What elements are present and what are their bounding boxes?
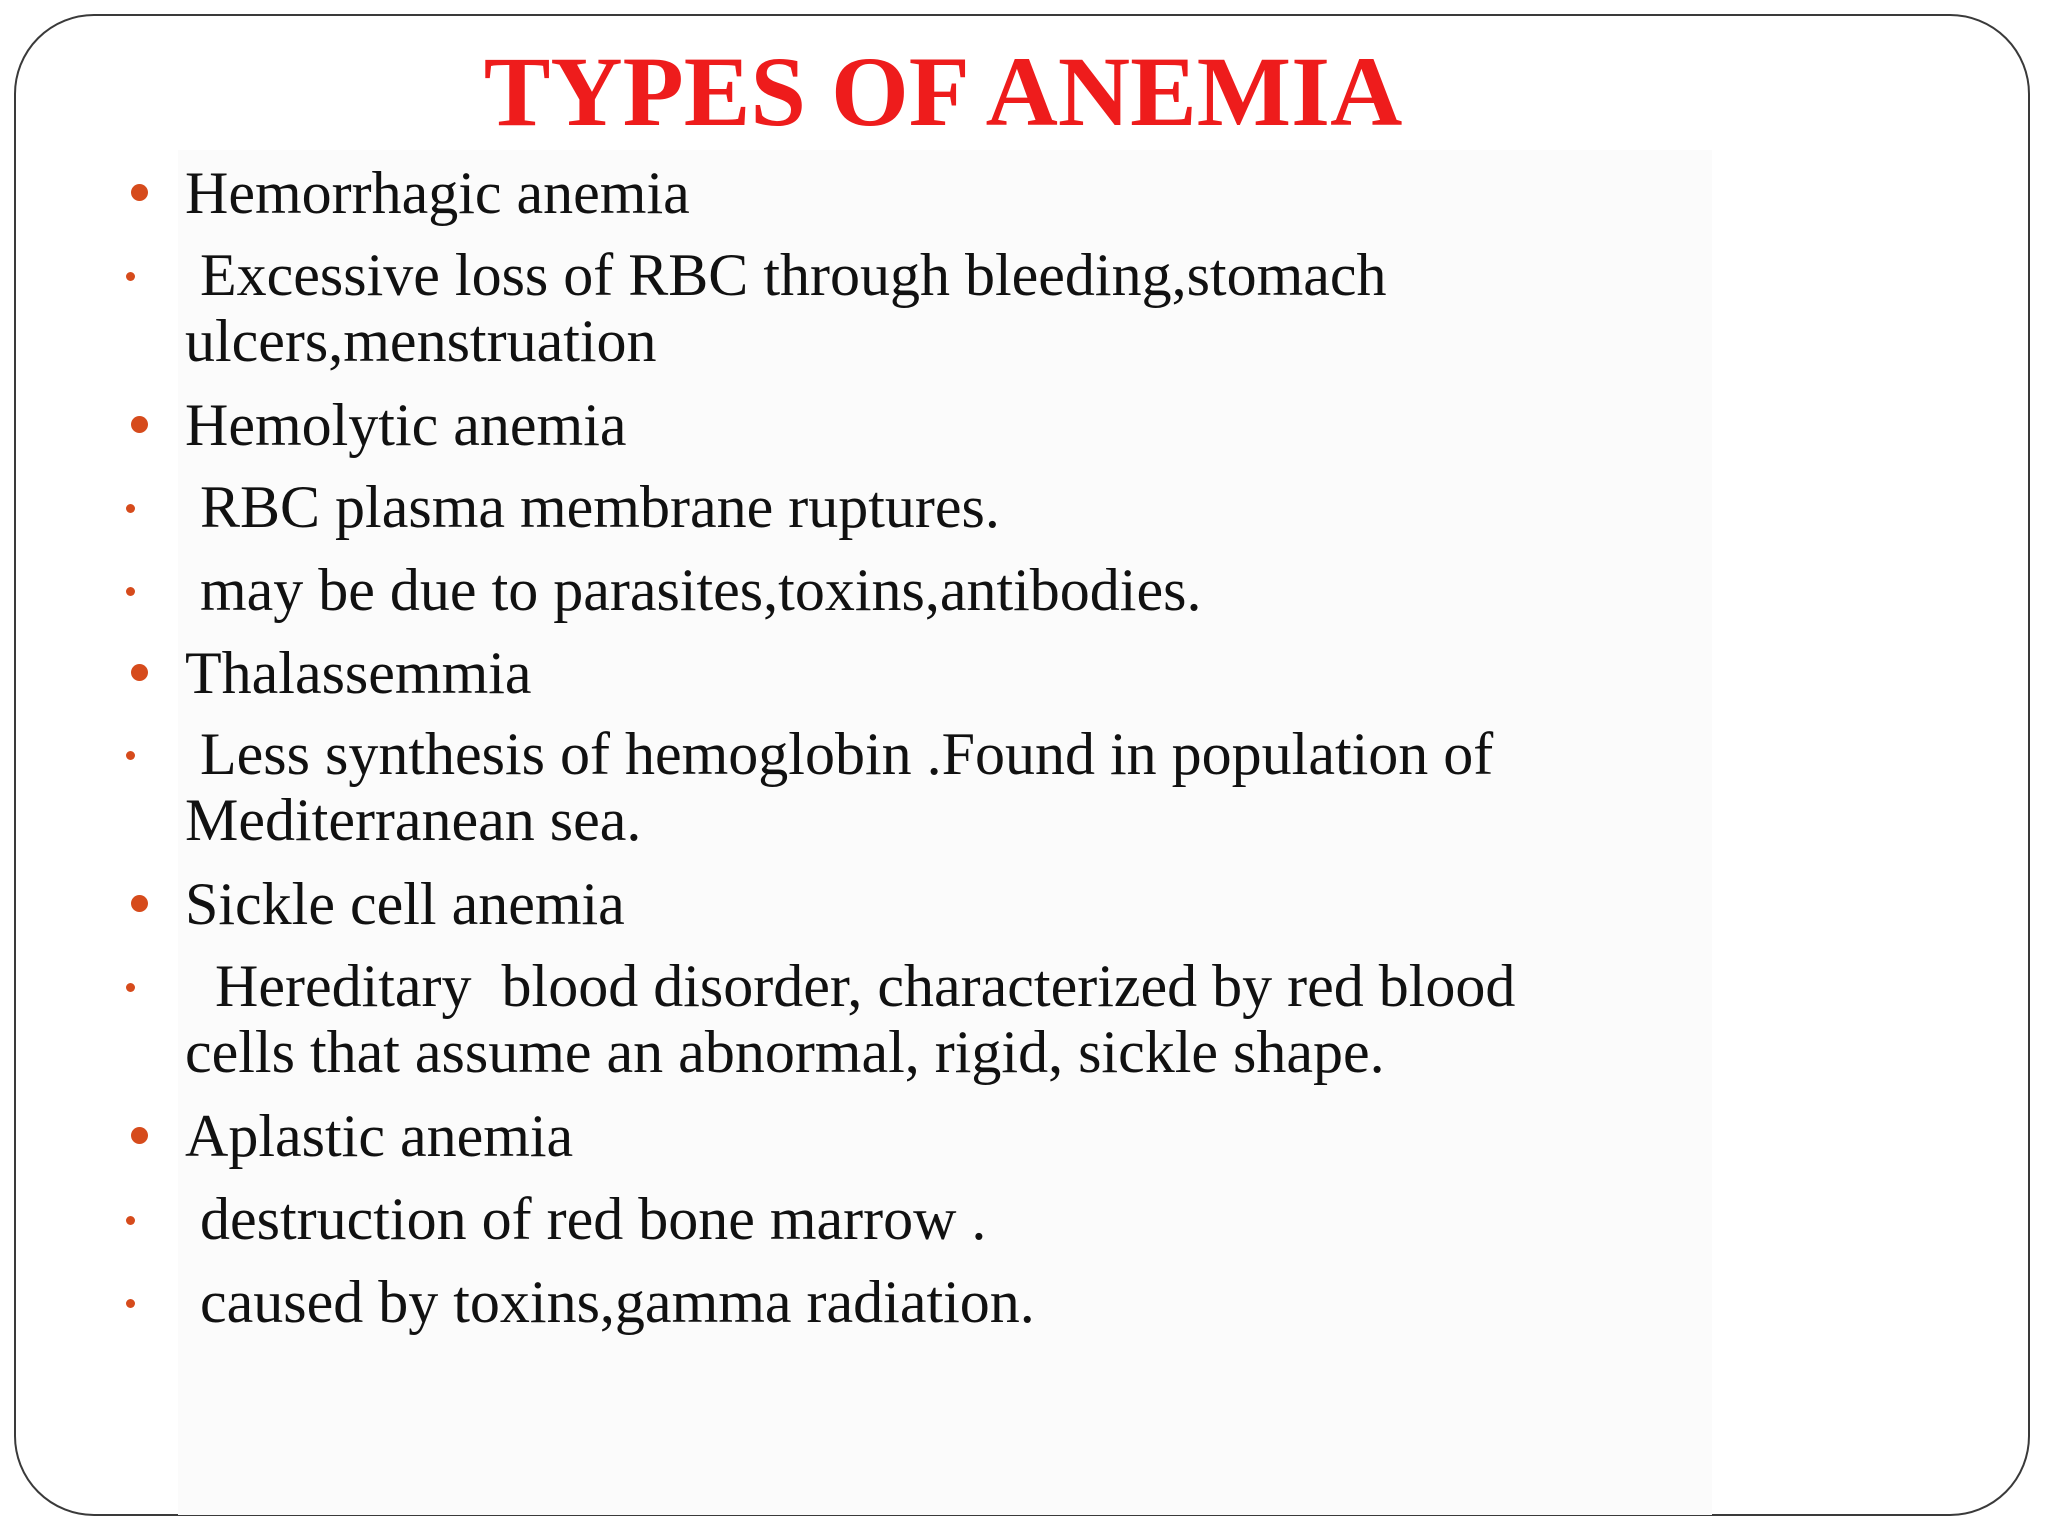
list-item-text: Aplastic anemia xyxy=(185,1103,574,1169)
list-item-text: Sickle cell anemia xyxy=(185,871,625,937)
sub-bullet-icon xyxy=(126,1216,135,1225)
slide-title: TYPES OF ANEMIA xyxy=(483,36,1403,147)
main-bullet-icon xyxy=(131,184,148,201)
list-item-text: may be due to parasites,toxins,antibodies. xyxy=(185,557,1202,623)
list-item-text: destruction of red bone marrow . xyxy=(185,1186,987,1252)
sub-bullet-icon xyxy=(126,1299,135,1308)
main-bullet-icon xyxy=(131,895,148,912)
main-bullet-icon xyxy=(131,416,148,433)
list-item-text: Less synthesis of hemoglobin .Found in population of Mediterranean sea. xyxy=(185,721,1494,853)
list-item-text: Excessive loss of RBC through bleeding,stomach ulcers,menstruation xyxy=(185,242,1387,374)
list-item-text: caused by toxins,gamma radiation. xyxy=(185,1269,1035,1335)
sub-bullet-icon xyxy=(126,983,135,992)
list-item-text: Hemolytic anemia xyxy=(185,392,627,458)
list-item-text: Hemorrhagic anemia xyxy=(185,160,690,226)
list-item-text: RBC plasma membrane ruptures. xyxy=(185,474,1000,540)
sub-bullet-icon xyxy=(126,751,135,760)
list-item-text: Hereditary blood disorder, characterized by red blood cells that assume an abnormal, rigid, sickle shape. xyxy=(185,953,1516,1085)
sub-bullet-icon xyxy=(126,504,135,513)
sub-bullet-icon xyxy=(126,587,135,596)
main-bullet-icon xyxy=(131,664,148,681)
sub-bullet-icon xyxy=(126,272,135,281)
main-bullet-icon xyxy=(131,1127,148,1144)
list-item-text: Thalassemmia xyxy=(185,640,532,706)
